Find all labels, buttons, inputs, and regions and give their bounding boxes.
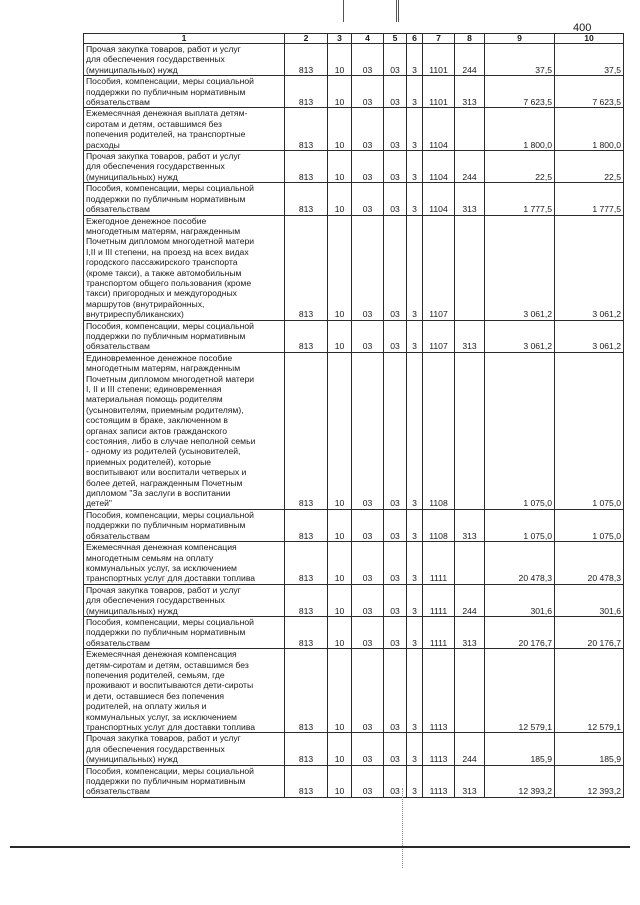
amount-total-cell: 20 478,3 [555,542,624,585]
amount-cell: 12 393,2 [485,765,555,797]
table-row [84,76,624,108]
table-row [84,765,624,797]
code-program-cell: 03 [384,76,407,108]
code-expense-type-cell [455,215,485,320]
code-item-cell: 1104 [423,183,455,215]
code-program-cell: 03 [384,108,407,151]
amount-cell: 3 061,2 [485,320,555,352]
code-expense-type-cell: 244 [455,44,485,76]
amount-cell: 22,5 [485,151,555,183]
code-section-cell: 10 [328,765,352,797]
amount-total-cell: 1 800,0 [555,108,624,151]
code-subprogram-cell: 3 [407,183,423,215]
amount-total-cell: 22,5 [555,151,624,183]
code-program-cell: 03 [384,542,407,585]
code-subprogram-cell: 3 [407,733,423,765]
code-item-cell: 1107 [423,320,455,352]
code-subprogram-cell: 3 [407,649,423,733]
expense-name-cell: Прочая закупка товаров, работ и услуг для обеспечения государственных (муниципальных) нужд [84,151,285,183]
amount-cell: 301,6 [485,584,555,616]
code-item-cell: 1111 [423,542,455,585]
code-item-cell: 1107 [423,215,455,320]
code-expense-type-cell: 313 [455,509,485,541]
code-section-cell: 10 [328,183,352,215]
amount-cell: 1 777,5 [485,183,555,215]
amount-cell: 1 075,0 [485,509,555,541]
table-row [84,183,624,215]
column-header: 4 [352,34,384,44]
expense-name-cell: Пособия, компенсации, меры социальной поддержки по публичным нормативным обязательствам [84,616,285,648]
table-row [84,733,624,765]
code-item-cell: 1108 [423,352,455,509]
code-section-cell: 10 [328,76,352,108]
code-subprogram-cell: 3 [407,215,423,320]
code-program-cell: 03 [384,649,407,733]
amount-cell: 1 075,0 [485,352,555,509]
code-ministry-cell: 813 [285,183,328,215]
code-subsection-cell: 03 [352,183,384,215]
expense-name-cell: Пособия, компенсации, меры социальной поддержки по публичным нормативным обязательствам [84,320,285,352]
code-subsection-cell: 03 [352,76,384,108]
code-ministry-cell: 813 [285,616,328,648]
code-subprogram-cell: 3 [407,76,423,108]
amount-total-cell: 301,6 [555,584,624,616]
code-subsection-cell: 03 [352,509,384,541]
binding-mark [343,0,344,22]
code-subprogram-cell: 3 [407,44,423,76]
code-subprogram-cell: 3 [407,765,423,797]
code-section-cell: 10 [328,352,352,509]
amount-cell: 12 579,1 [485,649,555,733]
code-subsection-cell: 03 [352,108,384,151]
code-subprogram-cell: 3 [407,320,423,352]
code-subprogram-cell: 3 [407,584,423,616]
code-expense-type-cell: 313 [455,183,485,215]
code-expense-type-cell: 313 [455,765,485,797]
column-header: 10 [555,34,624,44]
code-section-cell: 10 [328,616,352,648]
column-header: 8 [455,34,485,44]
code-section-cell: 10 [328,649,352,733]
code-program-cell: 03 [384,765,407,797]
amount-cell: 20 478,3 [485,542,555,585]
code-ministry-cell: 813 [285,584,328,616]
table-row [84,320,624,352]
amount-total-cell: 7 623,5 [555,76,624,108]
table-row [84,584,624,616]
code-item-cell: 1113 [423,733,455,765]
column-header: 5 [384,34,407,44]
code-ministry-cell: 813 [285,44,328,76]
amount-total-cell: 20 176,7 [555,616,624,648]
code-subsection-cell: 03 [352,733,384,765]
column-header: 2 [285,34,328,44]
code-expense-type-cell: 244 [455,151,485,183]
expense-name-cell: Ежемесячная денежная компенсация многодетным семьям на оплату коммунальных услуг, за исключением транспортных услуг для доставки топлива [84,542,285,585]
code-ministry-cell: 813 [285,320,328,352]
code-subsection-cell: 03 [352,616,384,648]
code-section-cell: 10 [328,584,352,616]
code-expense-type-cell: 244 [455,584,485,616]
code-item-cell: 1108 [423,509,455,541]
amount-total-cell: 1 075,0 [555,352,624,509]
table-row [84,616,624,648]
expense-name-cell: Ежегодное денежное пособие многодетным матерям, награжденным Почетным дипломом многодетной матери I,II и III степени, на проезд на всех видах городского пассажирского транспорта (кроме такси), а также автомобильным транспортом общего пользования (кроме такси) пригородных и междугородных маршрутов (внутрирайонных, внутриреспубликанских) [84,215,285,320]
code-ministry-cell: 813 [285,542,328,585]
amount-total-cell: 3 061,2 [555,320,624,352]
code-section-cell: 10 [328,320,352,352]
expense-name-cell: Прочая закупка товаров, работ и услуг для обеспечения государственных (муниципальных) нужд [84,733,285,765]
code-ministry-cell: 813 [285,76,328,108]
code-expense-type-cell [455,649,485,733]
amount-cell: 3 061,2 [485,215,555,320]
code-ministry-cell: 813 [285,215,328,320]
amount-total-cell: 3 061,2 [555,215,624,320]
code-expense-type-cell: 244 [455,733,485,765]
amount-total-cell: 37,5 [555,44,624,76]
code-subprogram-cell: 3 [407,509,423,541]
code-program-cell: 03 [384,509,407,541]
table-row [84,151,624,183]
amount-cell: 20 176,7 [485,616,555,648]
table-row [84,215,624,320]
table-row [84,44,624,76]
code-subprogram-cell: 3 [407,108,423,151]
code-item-cell: 1111 [423,616,455,648]
code-section-cell: 10 [328,509,352,541]
expense-name-cell: Ежемесячная денежная компенсация детям-сиротам и детям, оставшимся без попечения родителей, семьям, где проживают и воспитываются дети-сироты и дети, оставшиеся без попечения родителей, на оплату жилья и коммунальных услуг, за исключением транспортных услуг для доставки топлива [84,649,285,733]
code-expense-type-cell [455,542,485,585]
code-ministry-cell: 813 [285,108,328,151]
code-subprogram-cell: 3 [407,352,423,509]
table-header-row [84,34,624,44]
budget-table [83,33,624,798]
code-program-cell: 03 [384,183,407,215]
code-section-cell: 10 [328,151,352,183]
amount-cell: 1 800,0 [485,108,555,151]
table-row [84,649,624,733]
code-subprogram-cell: 3 [407,542,423,585]
expense-name-cell: Единовременное денежное пособие многодетным матерям, награжденным Почетным дипломом многодетной матери I, II и III степени; единовременная материальная помощь родителям (усыновителям, приемным родителям), состоящим в браке, заключенном в органах записи актов гражданского состояния, либо в случае неполной семьи - одному из родителей (усыновителей, приемных родителей), которые воспитывают или воспитали четверых и более детей, награжденным Почетным дипломом "За заслуги в воспитании детей" [84,352,285,509]
code-program-cell: 03 [384,44,407,76]
code-ministry-cell: 813 [285,352,328,509]
code-program-cell: 03 [384,352,407,509]
table-row [84,542,624,585]
code-ministry-cell: 813 [285,765,328,797]
code-item-cell: 1101 [423,44,455,76]
code-expense-type-cell [455,352,485,509]
code-subsection-cell: 03 [352,765,384,797]
code-subsection-cell: 03 [352,584,384,616]
code-ministry-cell: 813 [285,733,328,765]
code-program-cell: 03 [384,215,407,320]
code-subsection-cell: 03 [352,542,384,585]
code-ministry-cell: 813 [285,151,328,183]
code-program-cell: 03 [384,584,407,616]
code-section-cell: 10 [328,108,352,151]
code-expense-type-cell [455,108,485,151]
table-row [84,108,624,151]
table-row [84,509,624,541]
amount-cell: 37,5 [485,44,555,76]
expense-name-cell: Пособия, компенсации, меры социальной поддержки по публичным нормативным обязательствам [84,76,285,108]
code-subsection-cell: 03 [352,352,384,509]
code-section-cell: 10 [328,44,352,76]
page-crease [402,788,403,868]
code-expense-type-cell: 313 [455,76,485,108]
amount-cell: 7 623,5 [485,76,555,108]
amount-total-cell: 1 777,5 [555,183,624,215]
column-header: 3 [328,34,352,44]
code-expense-type-cell: 313 [455,320,485,352]
code-subsection-cell: 03 [352,649,384,733]
expense-name-cell: Прочая закупка товаров, работ и услуг для обеспечения государственных (муниципальных) нужд [84,584,285,616]
amount-total-cell: 185,9 [555,733,624,765]
code-program-cell: 03 [384,616,407,648]
expense-name-cell: Пособия, компенсации, меры социальной поддержки по публичным нормативным обязательствам [84,509,285,541]
code-item-cell: 1101 [423,76,455,108]
amount-total-cell: 1 075,0 [555,509,624,541]
bottom-rule [10,846,630,848]
code-item-cell: 1104 [423,151,455,183]
code-subsection-cell: 03 [352,44,384,76]
column-header: 9 [485,34,555,44]
code-section-cell: 10 [328,733,352,765]
page-number: 400 [573,22,592,34]
binding-mark [396,0,397,22]
code-section-cell: 10 [328,542,352,585]
expense-name-cell: Ежемесячная денежная выплата детям- сиротам и детям, оставшимся без попечения родителей, на транспортные расходы [84,108,285,151]
table-row [84,352,624,509]
code-program-cell: 03 [384,151,407,183]
amount-total-cell: 12 393,2 [555,765,624,797]
column-header: 6 [407,34,423,44]
amount-total-cell: 12 579,1 [555,649,624,733]
amount-cell: 185,9 [485,733,555,765]
code-section-cell: 10 [328,215,352,320]
code-subsection-cell: 03 [352,320,384,352]
expense-name-cell: Пособия, компенсации, меры социальной поддержки по публичным нормативным обязательствам [84,765,285,797]
expense-name-cell: Пособия, компенсации, меры социальной поддержки по публичным нормативным обязательствам [84,183,285,215]
column-header: 1 [84,34,285,44]
column-header: 7 [423,34,455,44]
binding-mark [398,0,399,22]
table-body [84,44,624,798]
code-program-cell: 03 [384,320,407,352]
code-program-cell: 03 [384,733,407,765]
code-item-cell: 1104 [423,108,455,151]
code-subprogram-cell: 3 [407,616,423,648]
code-subprogram-cell: 3 [407,151,423,183]
code-item-cell: 1113 [423,649,455,733]
code-ministry-cell: 813 [285,649,328,733]
code-subsection-cell: 03 [352,215,384,320]
code-item-cell: 1111 [423,584,455,616]
code-subsection-cell: 03 [352,151,384,183]
expense-name-cell: Прочая закупка товаров, работ и услуг для обеспечения государственных (муниципальных) нужд [84,44,285,76]
code-item-cell: 1113 [423,765,455,797]
code-ministry-cell: 813 [285,509,328,541]
code-expense-type-cell: 313 [455,616,485,648]
